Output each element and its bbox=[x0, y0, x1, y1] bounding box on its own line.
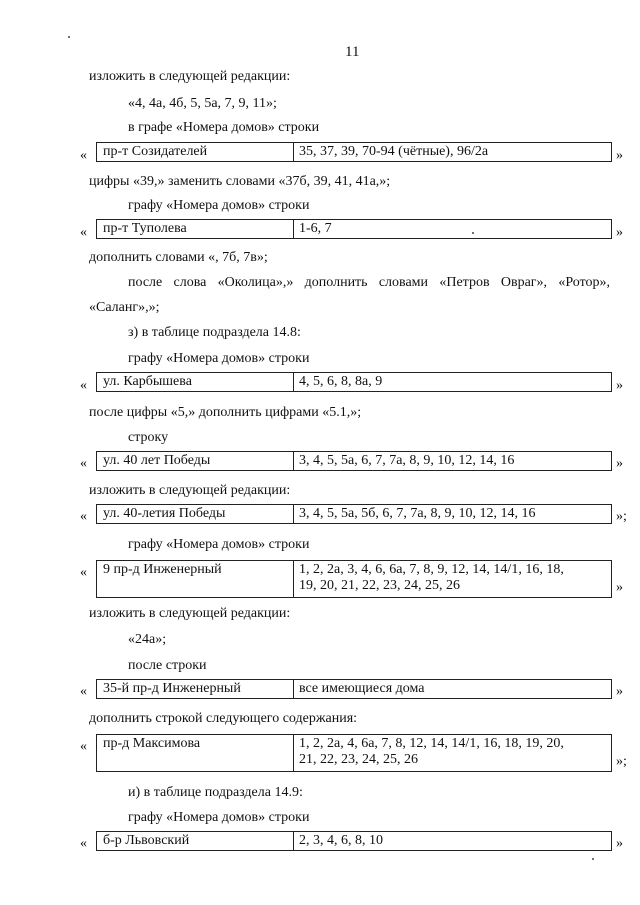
street-cell: пр-т Туполева bbox=[97, 220, 294, 238]
text-line: изложить в следующей редакции: bbox=[89, 606, 291, 621]
houses-cell: 1-6, 7 bbox=[299, 221, 332, 236]
houses-cell bbox=[294, 561, 611, 597]
word: «Ротор», bbox=[558, 275, 610, 290]
houses-cell bbox=[294, 735, 611, 771]
houses-cell: 3, 4, 5, 5а, 6, 7, 7а, 8, 9, 10, 12, 14, 16 bbox=[299, 453, 515, 468]
street-cell: ул. 40-летия Победы bbox=[97, 505, 294, 523]
text-line: цифры «39,» заменить словами «37б, 39, 41, 41а,»; bbox=[89, 174, 391, 189]
text-line: после строки bbox=[128, 658, 207, 673]
text-line: изложить в следующей редакции: bbox=[89, 69, 291, 84]
text-line: графу «Номера домов» строки bbox=[128, 810, 310, 825]
word: «Околица»,» bbox=[217, 275, 294, 290]
street-cell: 9 пр-д Инженерный bbox=[97, 561, 294, 597]
close-quote: » bbox=[616, 836, 623, 851]
speck-mark bbox=[472, 232, 474, 234]
text-line: дополнить словами «, 7б, 7в»; bbox=[89, 250, 268, 265]
street-cell: ул. 40 лет Победы bbox=[97, 452, 294, 470]
address-table bbox=[96, 504, 612, 524]
open-quote: « bbox=[80, 684, 87, 699]
close-quote: »; bbox=[616, 754, 627, 769]
houses-line: 1, 2, 2а, 4, 6а, 7, 8, 12, 14, 14/1, 16, 18, 19, 20, bbox=[299, 736, 564, 751]
text-line: з) в таблице подраздела 14.8: bbox=[128, 325, 301, 340]
houses-cell: 4, 5, 6, 8, 8а, 9 bbox=[299, 374, 383, 389]
close-quote: » bbox=[616, 148, 623, 163]
text-line: и) в таблице подраздела 14.9: bbox=[128, 785, 303, 800]
houses-cell: 2, 3, 4, 6, 8, 10 bbox=[299, 833, 383, 848]
street-cell: пр-т Созидателей bbox=[97, 143, 294, 161]
open-quote: « bbox=[80, 225, 87, 240]
close-quote: » bbox=[616, 378, 623, 393]
open-quote: « bbox=[80, 378, 87, 393]
word: после bbox=[128, 275, 163, 290]
text-line: графу «Номера домов» строки bbox=[128, 198, 310, 213]
street-cell: 35-й пр-д Инженерный bbox=[97, 680, 294, 698]
text-line: «Саланг»,»; bbox=[89, 300, 160, 315]
open-quote: « bbox=[80, 565, 87, 580]
houses-cell: 3, 4, 5, 5а, 5б, 6, 7, 7а, 8, 9, 10, 12, 14, 16 bbox=[299, 506, 536, 521]
open-quote: « bbox=[80, 836, 87, 851]
houses-line: 19, 20, 21, 22, 23, 24, 25, 26 bbox=[299, 578, 460, 593]
text-line: строку bbox=[128, 430, 169, 445]
word: слова bbox=[173, 275, 207, 290]
close-quote: »; bbox=[616, 509, 627, 524]
close-quote: » bbox=[616, 456, 623, 471]
justified-line bbox=[128, 275, 610, 291]
speck-mark bbox=[68, 36, 70, 38]
text-line: графу «Номера домов» строки bbox=[128, 537, 310, 552]
address-table bbox=[96, 451, 612, 471]
open-quote: « bbox=[80, 456, 87, 471]
street-cell: пр-д Максимова bbox=[97, 735, 294, 771]
address-table bbox=[96, 219, 612, 239]
open-quote: « bbox=[80, 509, 87, 524]
close-quote: » bbox=[616, 225, 623, 240]
page-number: 11 bbox=[345, 44, 360, 60]
open-quote: « bbox=[80, 148, 87, 163]
word: дополнить bbox=[304, 275, 368, 290]
address-table bbox=[96, 831, 612, 851]
text-line: после цифры «5,» дополнить цифрами «5.1,»; bbox=[89, 405, 362, 420]
speck-mark bbox=[592, 858, 594, 860]
text-line: изложить в следующей редакции: bbox=[89, 483, 291, 498]
street-cell: ул. Карбышева bbox=[97, 373, 294, 391]
text-line: дополнить строкой следующего содержания: bbox=[89, 711, 358, 726]
text-line: графу «Номера домов» строки bbox=[128, 351, 310, 366]
street-cell: б-р Львовский bbox=[97, 832, 294, 850]
word: Овраг», bbox=[500, 275, 548, 290]
address-table bbox=[96, 560, 612, 598]
houses-line: 21, 22, 23, 24, 25, 26 bbox=[299, 752, 418, 767]
houses-cell: все имеющиеся дома bbox=[299, 681, 425, 696]
houses-line: 1, 2, 2а, 3, 4, 6, 6а, 7, 8, 9, 12, 14, 14/1, 16, 18, bbox=[299, 562, 564, 577]
text-line: в графе «Номера домов» строки bbox=[128, 120, 320, 135]
close-quote: » bbox=[616, 684, 623, 699]
open-quote: « bbox=[80, 739, 87, 754]
address-table bbox=[96, 142, 612, 162]
word: «Петров bbox=[439, 275, 490, 290]
close-quote: » bbox=[616, 580, 623, 595]
address-table bbox=[96, 734, 612, 772]
address-table bbox=[96, 372, 612, 392]
text-line: «24а»; bbox=[128, 632, 167, 647]
word: словами bbox=[378, 275, 429, 290]
text-line: «4, 4а, 4б, 5, 5а, 7, 9, 11»; bbox=[128, 96, 277, 111]
address-table bbox=[96, 679, 612, 699]
houses-cell: 35, 37, 39, 70-94 (чётные), 96/2а bbox=[299, 144, 489, 159]
